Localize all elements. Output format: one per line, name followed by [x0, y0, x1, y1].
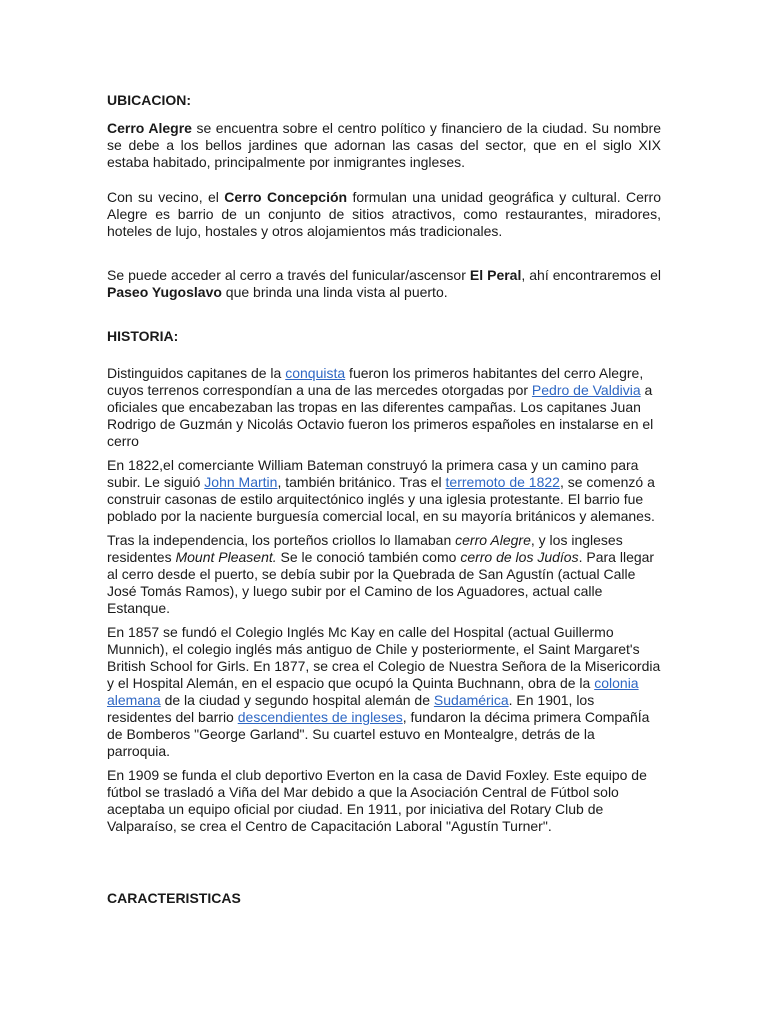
text: . En 1901, los residentes del barrio [107, 692, 595, 725]
document-page [107, 92, 661, 907]
link-terremoto-1822[interactable]: terremoto de 1822 [445, 474, 560, 490]
text: a oficiales que encabezaban las tropas en las diferentes campañas. Los capitanes Juan Rodrigo de Guzmán y Nicolás Octavio fueron los primeros españoles en instalarse en el cerro [107, 382, 654, 449]
text: Distinguidos capitanes de la [107, 365, 286, 381]
italic-cerro-judios: cerro de los Judíos [460, 549, 579, 565]
ubicacion-paragraph-1 [107, 120, 661, 171]
text: que brinda una linda vista al puerto. [221, 284, 448, 300]
text: , también británico. Tras el [277, 474, 446, 490]
text: En 1909 se funda el club deportivo Everton en la casa de David Foxley. Este equipo de fútbol se trasladó a Viña del Mar debido a que la Asociación Central de Fútbol solo aceptaba un equipo oficial por ciudad. En 1911, por iniciativa del Rotary Club de Valparaíso, se crea el Centro de Capacitación Laboral "Agustín Turner". [107, 767, 647, 834]
ubicacion-paragraph-2 [107, 189, 661, 240]
link-john-martin[interactable]: John Martin [204, 474, 278, 490]
text: formulan una unidad geográfica y cultural. Cerro Alegre es barrio de un conjunto de sitios atractivos, como restaurantes, miradores, hoteles de lujo, hostales y otros alojamientos más tradicionales. [107, 189, 661, 239]
link-pedro-de-valdivia[interactable]: Pedro de Valdivia [531, 382, 641, 398]
link-sudamerica[interactable]: Sudamérica [433, 692, 509, 708]
text: . Para llegar al cerro desde el puerto, se debía subir por la Quebrada de San Agustín (actual Calle José Tomás Ramos), y luego subir por el Camino de los Aguadores, actual calle Estanque. [107, 549, 655, 616]
text: Con su vecino, el [107, 189, 225, 205]
heading-caracteristicas: CARACTERISTICAS [107, 890, 241, 906]
heading-ubicacion: UBICACION: [107, 92, 191, 108]
text: , se comenzó a construir casonas de estilo arquitectónico inglés y una iglesia protestante. El barrio fue poblado por la naciente burguesía comercial local, en su mayoría británicos y alemanes. [107, 474, 655, 524]
historia-paragraph-3 [107, 532, 661, 617]
heading-historia: HISTORIA: [107, 328, 179, 344]
text: fueron los primeros habitantes del cerro Alegre, cuyos terrenos correspondían a una de las mercedes otorgadas por [107, 365, 644, 398]
link-descendientes-ingleses[interactable]: descendientes de ingleses [237, 709, 403, 725]
bold-cerro-concepcion: Cerro Concepción [224, 189, 348, 205]
historia-paragraph-5 [107, 767, 661, 835]
text: , fundaron la décima primera CompañÍa de Bomberos "George Garland". Su cuartel estuvo en Montealgre, detrás de la parroquia. [107, 709, 650, 759]
text: Tras la independencia, los porteños criollos lo llamaban [107, 532, 456, 548]
bold-el-peral: El Peral [469, 267, 522, 283]
link-colonia-alemana[interactable]: colonia alemana [107, 675, 639, 708]
historia-paragraph-4 [107, 624, 661, 760]
italic-mount-pleasent: Mount Pleasent. [175, 549, 277, 565]
link-conquista[interactable]: conquista [285, 365, 346, 381]
ubicacion-paragraph-3 [107, 267, 661, 301]
text: de la ciudad y segundo hospital alemán de [160, 692, 434, 708]
text: En 1822,el comerciante William Bateman construyó la primera casa y un camino para subir. Le siguió [107, 457, 639, 490]
text: se encuentra sobre el centro político y financiero de la ciudad. Su nombre se debe a los bellos jardines que adornan las casas del sector, que en el siglo XIX estaba habitado, principalmente por inmigrantes ingleses. [107, 120, 661, 170]
bold-cerro-alegre: Cerro Alegre [107, 120, 192, 136]
text: En 1857 se fundó el Colegio Inglés Mc Kay en calle del Hospital (actual Guillermo Munnich), el colegio inglés más antiguo de Chile y posteriormente, el Saint Margaret's British School for Girls. En 1877, se crea el Colegio de Nuestra Señora de la Misericordia y el Hospital Alemán, en el espacio que ocupó la Quinta Buchnann, obra de la [107, 624, 661, 691]
historia-paragraph-2 [107, 457, 661, 525]
text: , y los ingleses residentes [107, 532, 623, 565]
bold-paseo-yugoslavo: Paseo Yugoslavo [107, 284, 222, 300]
text: Se puede acceder al cerro a través del funicular/ascensor [107, 267, 470, 283]
text: Se le conoció también como [276, 549, 461, 565]
text: , ahí encontraremos el [521, 267, 661, 283]
historia-paragraph-1 [107, 365, 661, 450]
italic-cerro-alegre: cerro Alegre [455, 532, 531, 548]
